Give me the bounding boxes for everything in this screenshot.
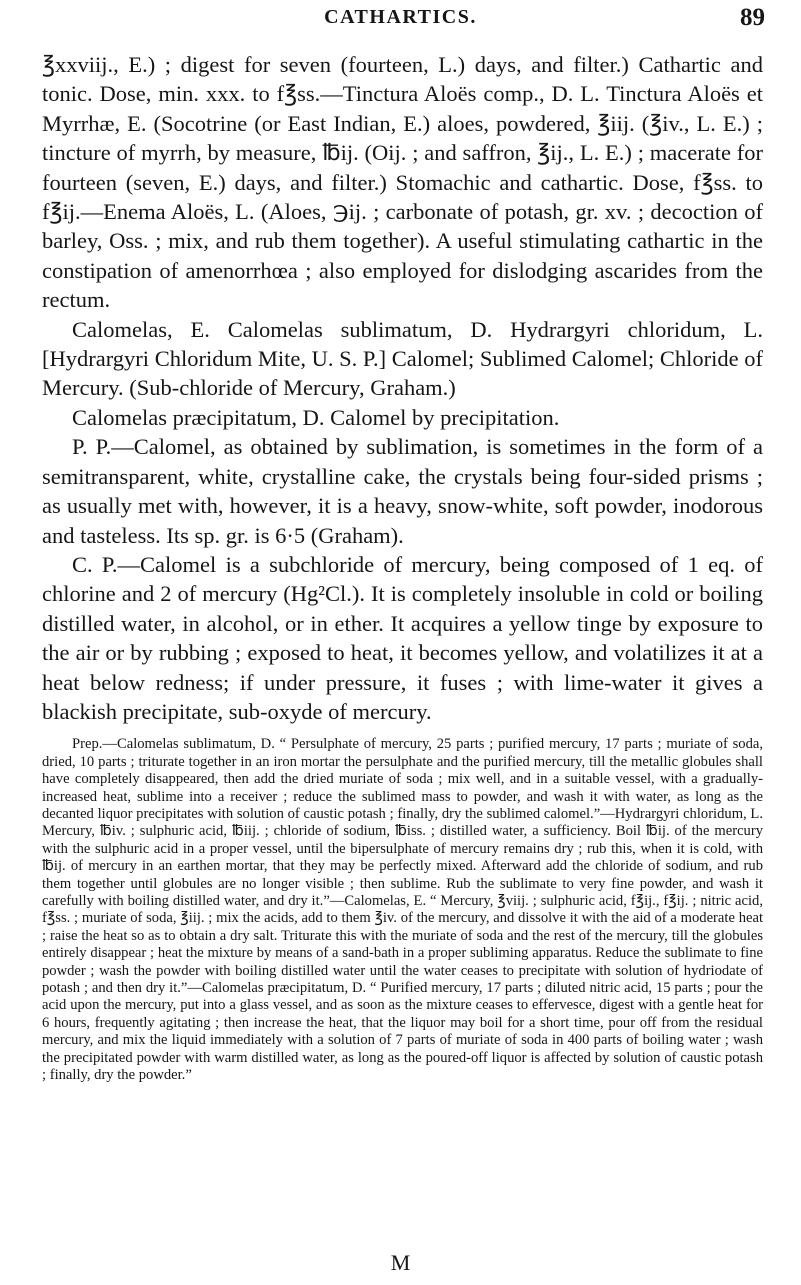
signature-mark: M — [390, 1250, 411, 1275]
paragraph-physical-properties: P. P.—Calomel, as obtained by sublimation, is sometimes in the form of a semitransparent, white, crystalline cake, the crystals being four-sided prisms ; as usually met with, however, it is a heavy, snow-white, soft powder, inodorous and tasteless. Its sp. gr. is 6·5 (Graham). — [42, 434, 763, 548]
running-title: CATHARTICS. — [324, 6, 477, 28]
paragraph-calomel-precipitation: Calomelas præcipitatum, D. Calomel by precipitation. — [72, 404, 560, 430]
paragraph-chemical-properties: C. P.—Calomel is a subchloride of mercury, being composed of 1 eq. of chlorine and 2 of mercury (Hg²Cl.). It is completely insoluble in cold or boiling distilled water, in alcohol, or in ether. It acquires a yellow tinge by exposure to the air or by rubbing ; exposed to heat, it becomes yellow, and volatilizes it at a heat below redness; if under pressure, it fuses ; with lime-water it gives a blackish precipitate, sub-oxyde of mercury. — [42, 551, 763, 724]
paragraph-calomel-names: Calomelas, E. Calomelas sublimatum, D. Hydrargyri chloridum, L. [Hydrargyri Chloridum Mite, U. S. P.] Calomel; Sublimed Calomel; Chloride of Mercury. (Sub-chloride of Mercury, Graham.) — [42, 316, 763, 401]
page-number: 89 — [740, 4, 765, 31]
paragraph-preparation: Prep.—Calomelas sublimatum, D. “ Persulphate of mercury, 25 parts ; purified mercury, 17 parts ; muriate of soda, dried, 10 parts ; triturate together in an iron mortar the persulphate and the purified mercury, till the metallic globules shall have completely disappeared, then add the dried muriate of soda ; mix well, and in a suitable vessel, with a gradually-increased heat, sublime into a receiver ; reduce the sublimed mass to powder, and wash it with water, as long as the decanted liquor precipitates with solution of caustic potash ; finally, dry the sublimed calomel.”—Hydrargyri chloridum, L. Mercury, ℔iv. ; sulphuric acid, ℔iij. ; chloride of sodium, ℔iss. ; distilled water, a sufficiency. Boil ℔ij. of the mercury with the sulphuric acid in a proper vessel, until the bipersulphate of mercury remains dry ; rub this, when it is cold, with ℔ij. of mercury in an earthen mortar, that they may be perfectly mixed. Afterward add the chloride of sodium, and rub them together until globules are no longer visible ; then sublime. Rub the sublimate to very fine powder, and wash it carefully with boiling distilled water, and dry it.”—Calomelas, E. “ Mercury, ℥viij. ; sulphuric acid, f℥ij., f℥ij. ; nitric acid, f℥ss. ; muriate of soda, ℥iij. ; mix the acids, add to them ℥iv. of the mercury, and dissolve it with the aid of a moderate heat ; raise the heat so as to obtain a dry salt. Triturate this with the muriate of soda and the rest of the mercury, till the globules entirely disappear ; heat the mixture by means of a sand-bath in a proper subliming apparatus. Reduce the sublimate to fine powder ; wash the powder with boiling distilled water until the water ceases to precipitate with solution of hydriodate of potash ; and then dry it.”—Calomelas præcipitatum, D. “ Purified mercury, 17 parts ; diluted nitric acid, 15 parts ; pour the acid upon the mercury, put into a glass vessel, and as soon as the mixture ceases to effervesce, digest with a gentle heat for 6 hours, frequently agitating ; then increase the heat, that the liquor may boil for a short time, pour off from the residual mercury, and mix the liquid immediately with a solution of 7 parts of muriate of soda in 400 parts of boiling water ; wash the precipitated powder with warm distilled water, as long as the poured-off liquor is affected by solution of caustic potash ; finally, dry the powder.” — [42, 736, 763, 1084]
page-body — [42, 50, 763, 1084]
paragraph-aloes-tinctures: ℥xxviij., E.) ; digest for seven (fourteen, L.) days, and filter.) Cathartic and tonic. Dose, min. xxx. to f℥ss.—Tinctura Aloës comp., D. L. Tinctura Aloës et Myrrhæ, E. (Socotrine (or East Indian, E.) aloes, powdered, ℥iij. (℥iv., L. E.) ; tincture of myrrh, by measure, ℔ij. (Oij. ; and saffron, ℥ij., L. E.) ; macerate for fourteen (seven, E.) days, and filter.) Stomachic and cathartic. Dose, f℥ss. to f℥ij.—Enema Aloës, L. (Aloes, ℈ij. ; carbonate of potash, gr. xv. ; decoction of barley, Oss. ; mix, and rub them together). A useful stimulating cathartic in the constipation of amenorrhœa ; also employed for dislodging ascarides from the rectum. — [42, 52, 763, 313]
